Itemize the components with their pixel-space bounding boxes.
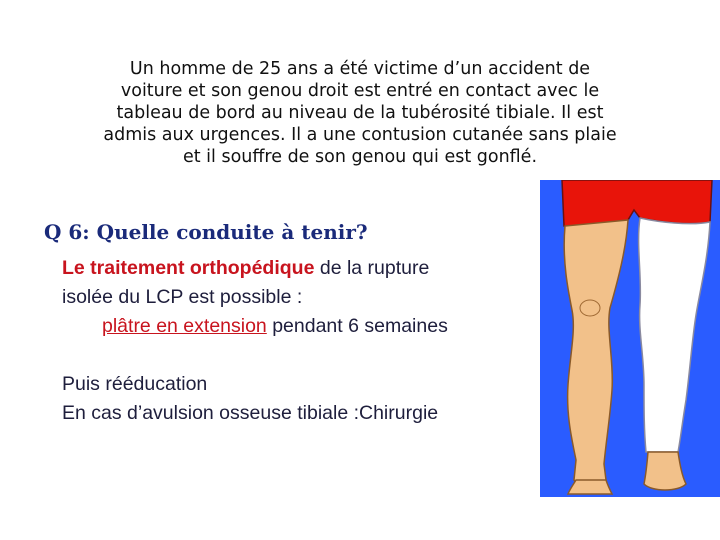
case-line: tableau de bord au niveau de la tubérosité tibiale. Il est bbox=[116, 103, 604, 123]
treatment-highlight: Le traitement orthopédique bbox=[62, 257, 315, 279]
leg-cast-illustration bbox=[540, 180, 720, 497]
answer-line-2: isolée du LCP est possible : bbox=[62, 286, 303, 308]
case-line: voiture et son genou droit est entré en contact avec le bbox=[120, 81, 600, 101]
cast-highlight: plâtre en extension bbox=[102, 315, 267, 337]
question-title: Q 6: Quelle conduite à tenir? bbox=[44, 220, 368, 244]
answer-text: de la rupture bbox=[314, 257, 430, 279]
answer-text: pendant 6 semaines bbox=[266, 315, 448, 337]
case-line: admis aux urgences. Il a une contusion cutanée sans plaie bbox=[103, 125, 617, 145]
answer-line-1 bbox=[62, 254, 542, 283]
spacer bbox=[62, 341, 542, 370]
answer-line-4: Puis rééducation bbox=[62, 373, 208, 395]
case-description bbox=[52, 58, 668, 168]
case-line: Un homme de 25 ans a été victime d’un accident de bbox=[129, 59, 591, 79]
answer-block bbox=[62, 254, 542, 428]
foot bbox=[568, 480, 612, 494]
answer-line-3 bbox=[62, 312, 542, 341]
answer-line-5: En cas d’avulsion osseuse tibiale :Chirurgie bbox=[62, 402, 439, 424]
case-line: et il souffre de son genou qui est gonflé. bbox=[182, 147, 538, 167]
